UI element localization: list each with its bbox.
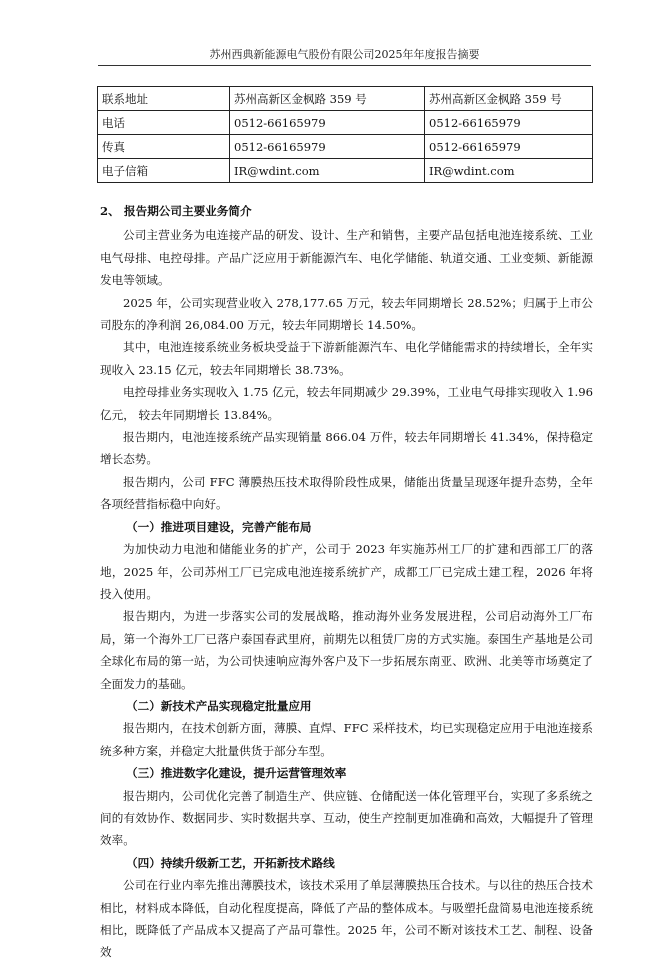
row-value: 0512-66165979 — [230, 135, 425, 159]
row-value: 0512-66165979 — [425, 111, 593, 135]
row-value: 0512-66165979 — [230, 111, 425, 135]
paragraph: 报告期内，为进一步落实公司的发展战略，推动海外业务发展进程，公司启动海外工厂布局，第一个海外工厂已落户泰国春武里府，前期先以租赁厂房的方式实施。泰国生产基地是公司全球化布局的第一站，为公司快速响应海外客户及下一步拓展东南亚、欧洲、北美等市场奠定了全面发力的基础。 — [100, 609, 593, 691]
row-label: 联系地址 — [98, 87, 230, 111]
table-row — [98, 111, 593, 135]
paragraph: 电控母排业务实现收入 1.75 亿元，较去年同期减少 29.39%，工业电气母排实现收入 1.96 亿元， 较去年同期增长 13.84%。 — [100, 385, 593, 422]
section-body — [100, 200, 593, 964]
row-value: 苏州高新区金枫路 359 号 — [230, 87, 425, 111]
row-value: IR@wdint.com — [425, 159, 593, 183]
row-label: 传真 — [98, 135, 230, 159]
row-label: 电话 — [98, 111, 230, 135]
section-title: 报告期公司主要业务简介 — [124, 204, 252, 218]
subsection-heading: （三）推进数字化建设，提升运营管理效率 — [126, 766, 347, 781]
paragraph: 报告期内，在技术创新方面，薄膜、直焊、FFC 采样技术，均已实现稳定应用于电池连接系统多种方案，并稳定大批量供货于部分车型。 — [100, 721, 593, 758]
section-heading — [100, 200, 593, 222]
page-header: 苏州西典新能源电气股份有限公司2025年年度报告摘要 — [98, 46, 591, 66]
paragraph: 为加快动力电池和储能业务的扩产，公司于 2023 年实施苏州工厂的扩建和西部工厂的落地，2025 年，公司苏州工厂已完成电池连接系统扩产，成都工厂已完成土建工程，2026 年将投入使用。 — [100, 542, 593, 601]
section-number: 2、 — [100, 204, 120, 218]
paragraph: 报告期内，公司 FFC 薄膜热压技术取得阶段性成果，储能出货量呈现逐年提升态势，全年各项经营指标稳中向好。 — [100, 474, 593, 512]
table-row — [98, 135, 593, 159]
paragraph: 公司主营业务为电连接产品的研发、设计、生产和销售，主要产品包括电池连接系统、工业电气母排、电控母排。产品广泛应用于新能源汽车、电化学储能、轨道交通、工业变频、新能源发电等领域。 — [100, 228, 593, 288]
table-row — [98, 159, 593, 183]
paragraph: 报告期内，公司优化完善了制造生产、供应链、仓储配送一体化管理平台，实现了多系统之间的有效协作、数据同步、实时数据共享、互动，使生产控制更加准确和高效，大幅提升了管理效率。 — [100, 788, 593, 848]
row-value: IR@wdint.com — [230, 159, 425, 183]
subsection-heading: （一）推进项目建设，完善产能布局 — [126, 519, 312, 534]
table-row — [98, 87, 593, 111]
paragraph: 报告期内，电池连接系统产品实现销量 866.04 万件，较去年同期增长 41.34%，保持稳定增长态势。 — [100, 430, 593, 467]
paragraph: 公司在行业内率先推出薄膜技术，该技术采用了单层薄膜热压合技术。与以往的热压合技术相比，材料成本降低，自动化程度提高，降低了产品的整体成本。与吸塑托盘简易电池连接系统相比，既降低了产品成本又提高了产品可靠性。2025 年，公司不断对该技术工艺、制程、设备效 — [100, 878, 593, 960]
contact-info-table — [97, 86, 593, 183]
row-value: 苏州高新区金枫路 359 号 — [425, 87, 593, 111]
paragraph: 2025 年，公司实现营业收入 278,177.65 万元，较去年同期增长 28.52%；归属于上市公司股东的净利润 26,084.00 万元，较去年同期增长 14.50%。 — [100, 295, 593, 333]
paragraph: 其中，电池连接系统业务板块受益于下游新能源汽车、电化学储能需求的持续增长，全年实现收入 23.15 亿元，较去年同期增长 38.73%。 — [100, 340, 593, 377]
row-value: 0512-66165979 — [425, 135, 593, 159]
subsection-heading: （四）持续升级新工艺，开拓新技术路线 — [126, 855, 335, 870]
row-label: 电子信箱 — [98, 159, 230, 183]
subsection-heading: （二）新技术产品实现稳定批量应用 — [126, 698, 312, 713]
